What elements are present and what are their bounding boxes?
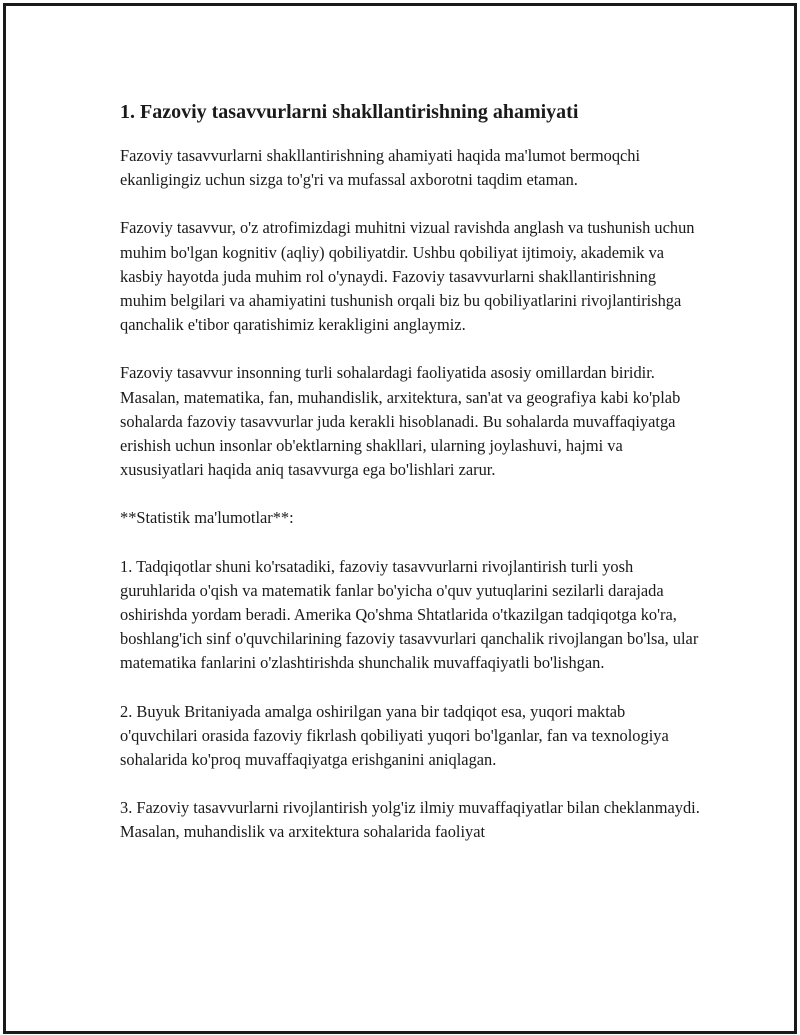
paragraph-statistics-heading: **Statistik ma'lumotlar**: [120,508,294,528]
paragraph-intro: Fazoviy tasavvurlarni shakllantirishning ahamiyati haqida ma'lumot bermoqchi ekanligingiz uchun sizga to'g'ri va mufassal axborotni taqdim etaman. [120,146,641,190]
paragraph-stat-1: 1. Tadqiqotlar shuni ko'rsatadiki, fazoviy tasavvurlarni rivojlantirish turli yosh guruhlarida o'qish va matematik fanlar bo'yicha o'quv yutuqlarini sezilarli darajada oshirishda yordam beradi. Amerika Qo'shma Shtatlarida o'tkazilgan tadqiqotga ko'ra, boshlang'ich sinf o'quvchilarining fazoviy tasavvurlari qanchalik rivojlangan bo'lsa, ular matematika fanlarini o'zlashtirishda shunchalik muvaffaqiyatli bo'lishgan. [120,556,699,673]
paragraph-definition: Fazoviy tasavvur, o'z atrofimizdagi muhitni vizual ravishda anglash va tushunish uchun muhim bo'lgan kognitiv (aqliy) qobiliyatdir. Ushbu qobiliyat ijtimoiy, akademik va kasbiy hayotda juda muhim rol o'ynaydi. Fazoviy tasavvurlarni shakllantirishning muhim belgilari va ahamiyatini tushunish orqali biz bu qobiliyatlarini rivojlantirishga qanchalik e'tibor qaratishimiz kerakligini anglaymiz. [120,218,695,335]
document-body [120,98,705,869]
page-frame [3,3,797,1034]
paragraph-stat-3: 3. Fazoviy tasavvurlarni rivojlantirish yolg'iz ilmiy muvaffaqiyatlar bilan cheklanmaydi. Masalan, muhandislik va arxitektura sohalarida faoliyat [120,798,700,842]
paragraph-stat-2: 2. Buyuk Britaniyada amalga oshirilgan yana bir tadqiqot esa, yuqori maktab o'quvchilari orasida fazoviy fikrlash qobiliyati yuqori bo'lganlar, fan va texnologiya sohalarida ko'proq muvaffaqiyatga erishganini aniqlagan. [120,701,669,770]
paragraph-fields: Fazoviy tasavvur insonning turli sohalardagi faoliyatida asosiy omillardan biridir. Masalan, matematika, fan, muhandislik, arxitektura, san'at va geografiya kabi ko'plab sohalarda fazoviy tasavvurlar juda kerakli hisoblanadi. Bu sohalarda muvaffaqiyatga erishish uchun insonlar ob'ektlarning shakllari, ularning joylashuvi, hajmi va xususiyatlari haqida aniq tasavvurga ega bo'lishlari zarur. [120,363,681,480]
document-title: 1. Fazoviy tasavvurlarni shakllantirishning ahamiyati [120,101,579,123]
